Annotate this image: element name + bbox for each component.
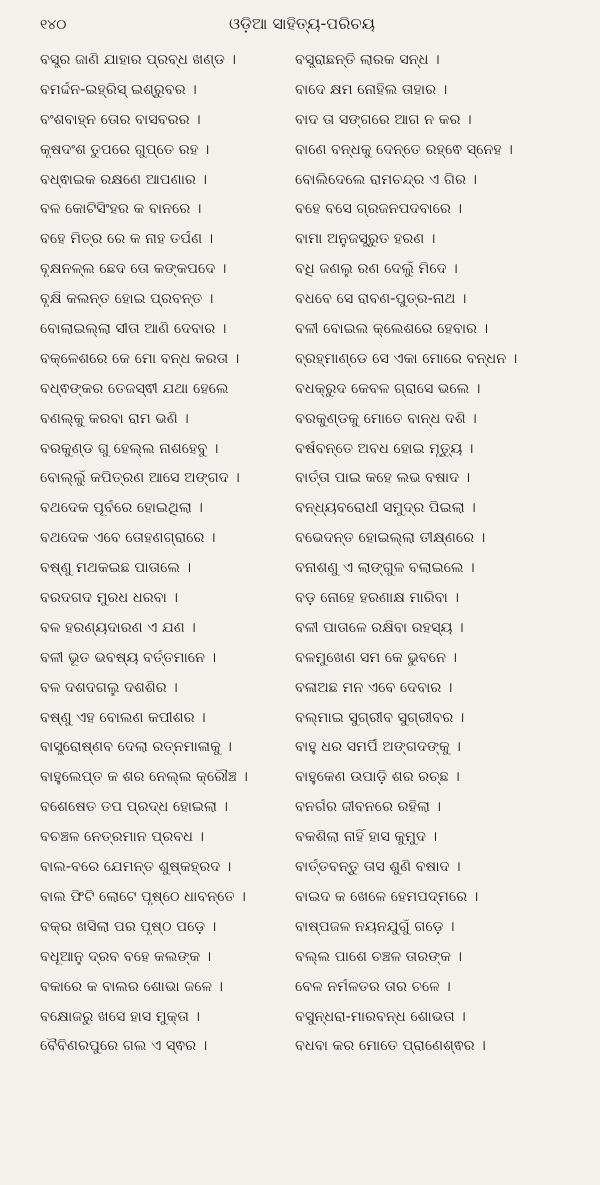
verse-second-half: ବାମା ଅନୁଜସ୍ତ୍ରୁତ ହରଣ ।	[295, 231, 436, 248]
verse-first-half: ବଧ୍ଵଙ୍କର ତେଜସ୍ଵୀ ଯଥା ହେଲେ	[40, 380, 229, 397]
verse-first-half: ବକ୍ଳେଶରେ କେ ମୋ ବନ୍ଧ କରତା ।	[40, 350, 240, 367]
verse-line	[40, 291, 564, 321]
verse-first-half: ବୈବିଣରପୁରେ ଗଲ ଏ ସ୍ଵର ।	[40, 1038, 208, 1055]
verse-line	[40, 351, 564, 381]
verse-first-half: ବାଲ ଫିଟି ଲୋଟେ ପୃଷ୍ଠେ ଧାବନ୍ତେ ।	[40, 888, 246, 905]
verse-first-half: ବଣଲ୍କୁ କରବା ରାମ ଭଣି ।	[40, 410, 189, 427]
verse-second-half: ବରକୁଣ୍ଡକୁ ମୋତେ ବାନ୍ଧ ଦଶି ।	[295, 410, 477, 427]
verse-first-half: ବସ୍ତ୍ର ଜାଣି ଯାହାର ପ୍ରବ୍ଧ ଖଣ୍ଡ ।	[40, 52, 237, 68]
verse-line	[40, 620, 564, 650]
verse-line	[40, 829, 564, 859]
verse-second-half: ବନାଶଣୁ ଏ ଲାଙ୍ଗୁଳ ବଲାଇଲେ ।	[295, 560, 475, 577]
verse-first-half: ବଥଦେକ ପୂର୍ବରେ ହୋଇଥିଲା ।	[40, 500, 203, 517]
verse-line	[40, 261, 564, 291]
verse-line	[40, 52, 564, 82]
verse-first-half: ବଂଶବାହ୍ନ ତୋର ବାସବରର ।	[40, 111, 201, 128]
verse-line	[40, 321, 564, 351]
verse-line	[40, 500, 564, 530]
verse-line	[40, 949, 564, 979]
verse-first-half: ବଧ୍ଵାଇକ ରକ୍ଷଣେ ଆପଣାର ।	[40, 171, 208, 188]
verse-line	[40, 889, 564, 919]
verse-line	[40, 739, 564, 769]
verse-line	[40, 201, 564, 231]
verse-first-half: ବୃକ୍ଷି କଲନ୍ତ ହୋଇ ପ୍ରବନ୍ତ ।	[40, 291, 214, 308]
verse-line	[40, 470, 564, 500]
verse-first-half: ବହେ ମିତ୍ର ରେ କ ନାହ ତର୍ପଣ ।	[40, 231, 214, 248]
verse-second-half: ବାଦେ କ୍ଷମ ନୋହିଲ ତାହାର ।	[295, 81, 448, 98]
verse-second-half: ବାହୁ ଧର ସମର୍ପି ଅଙ୍ଗଦଙ୍କୁ ।	[295, 739, 461, 756]
verse-line	[40, 769, 564, 799]
verse-first-half: ବରକୁଣ୍ଡ ଗୁ ହେଲ୍ଲ ନାଶହେବୁ ।	[40, 440, 219, 457]
verse-second-half: ବଳମୁଖେଣ ସମ କେ ଭୁବନେ ।	[295, 649, 458, 666]
verse-first-half: ବାଲ-ବରେ ଯେମନ୍ତ ଶୁଷ୍କହ୍ରଦ ।	[40, 859, 232, 876]
verse-first-half: ବଷ୍ଣୁ ଏହ ବୋଲଣ କପୀଶର ।	[40, 709, 206, 726]
verse-first-half: ବରଦଗଦ ମୁରଧ ଧରବା ।	[40, 590, 178, 607]
verse-first-half: ବକ୍ର ଖସିଲା ପର ପୃଷ୍ଠ ପଡ଼େ ।	[40, 918, 217, 935]
verse-line	[40, 381, 564, 411]
verse-second-half: ବର୍ଷବନ୍ତେ ଅବଧ ହୋଇ ମୃତ୍ୟୁ ।	[295, 440, 474, 457]
verse-first-half: ବମର୍ଦ୍ଦନ-ଇହ୍ରିସ୍ ଇଶ୍ରୁବର ।	[40, 81, 197, 98]
verse-first-half: ବଧୂଆନୁ ଦ୍ରବ ବହେ କଲଙ୍କ ।	[40, 948, 212, 965]
verse-list	[40, 52, 564, 1068]
verse-second-half: ବନର୍ଗର ଜୀବନରେ ରହିଲା ।	[295, 799, 441, 816]
verse-second-half: ବନ୍ଧ୍ୟବରୋଧୀ ସମୁଦ୍ର ପିଇଲା ।	[295, 500, 476, 517]
verse-second-half: ବାଇଦ କ ଖେଳେ ହେମପଦ୍ମରେ ।	[295, 888, 479, 905]
verse-line	[40, 979, 564, 1009]
verse-second-half: ବଭେଦନ୍ତ ହୋଇଲ୍ଲା ତୀକ୍ଷ୍ଣରେ ।	[295, 530, 486, 547]
verse-line	[40, 82, 564, 112]
verse-second-half: ବଧବେ ସେ ରାବଣ-ପୁତ୍ର-ନାଥ ।	[295, 291, 467, 308]
verse-second-half: ବକଶିଲା ନାହିଁ ହାସ କୁମୁଦ ।	[295, 829, 438, 846]
verse-line	[40, 710, 564, 740]
verse-second-half: ବଲ୍ମାଇ ସୁଗ୍ରୀବ ସୁଗ୍ରୀବର ।	[295, 709, 465, 726]
verse-line	[40, 441, 564, 471]
verse-line	[40, 650, 564, 680]
verse-first-half: ବଳ ହରଣ୍ୟଦାରଣ ଏ ଯଣ ।	[40, 619, 196, 636]
page-number: ୧୪୦	[40, 17, 67, 33]
verse-line	[40, 530, 564, 560]
verse-second-half: ବାଣେ ବନ୍ଧକୁ ଦେନ୍ତେ ରହ୍ଵେ ସ୍ନେହ ।	[295, 141, 513, 158]
verse-second-half: ବସୁନ୍ଧରା-ମାରବନ୍ଧ ଶୋଭତା ।	[295, 1008, 466, 1025]
page-header	[40, 14, 564, 48]
verse-line	[40, 919, 564, 949]
verse-first-half: ବଳୀ ଭୂତ ଭବଷ୍ୟ ବର୍ତ୍ତମାନେ ।	[40, 649, 217, 666]
verse-first-half: ବଳ ଦଶଦଗଲୁ ଦଶଶିର ।	[40, 679, 178, 696]
verse-first-half: ବୃକ୍ଷନଳ୍ଲ ଛେଦ ତୋ କଙ୍କପଦେ ।	[40, 261, 227, 278]
verse-second-half: ବାର୍ତ୍ତା ପାଇ କହେ ଲଭ ବଷାଦ ।	[295, 470, 471, 487]
verse-line	[40, 590, 564, 620]
verse-line	[40, 680, 564, 710]
verse-first-half: ବଶେଷେତ ତପ ପ୍ରଦ୍ଧ ହୋଇଲା ।	[40, 799, 228, 816]
verse-line	[40, 142, 564, 172]
verse-second-half: ବହେ ବସେ ଗ୍ରଜନପଦବାରେ ।	[295, 201, 462, 218]
verse-second-half: ବାହୁକେଣ ଉପାଡ଼ି ଶର ରଚ୍ଛ ।	[295, 769, 460, 786]
verse-first-half: ବକ୍ଷୋଜରୁ ଖସେ ହାସ ମୁକ୍ତା ।	[40, 1008, 201, 1025]
verse-line	[40, 799, 564, 829]
verse-second-half: ବାଦ ତା ସଙ୍ଗରେ ଆଗ ନ କର ।	[295, 111, 472, 128]
verse-first-half: ବୋଲ୍ଲୁଁ କପିତ୍ରଣ ଆସେ ଅଙ୍ଗଦ ।	[40, 470, 240, 487]
verse-line	[40, 560, 564, 590]
verse-second-half: ବଳାଅଛ ମନ ଏବେ ଦେବାର ।	[295, 679, 453, 696]
verse-second-half: ବେଳ ନର୍ମଳତର ତାର ଚଳେ ।	[295, 978, 451, 995]
verse-second-half: ବ୍ରହ୍ମାଣ୍ଡେ ସେ ଏକା ମୋରେ ବନ୍ଧନ ।	[295, 350, 518, 367]
verse-line	[40, 1009, 564, 1039]
verse-line	[40, 411, 564, 441]
verse-first-half: ବାହୁଲେପ୍ତ କ ଶର ନେଲ୍ଲ କ୍ରୌଞ୍ଚ ।	[40, 769, 248, 786]
verse-first-half: ବଥଦେକ ଏବେ ତୋହଣଗ୍ରାରେ ।	[40, 530, 216, 547]
verse-first-half: ବଷ୍ଣୁ ମଥକଇଛ ପାତାଲେ ।	[40, 560, 192, 577]
verse-first-half: କୃଷଦଂଶ ତୁପରେ ଗୁପ୍ତେ ରହ ।	[40, 141, 210, 158]
verse-second-half: ବାଷ୍ପଜଳ ନୟନଯୁଗୁଁ ଗଡ଼େ ।	[295, 918, 455, 935]
verse-second-half: ବଧବା କର ମୋତେ ପ୍ରାଣେଶ୍ଵର ।	[295, 1038, 486, 1055]
verse-line	[40, 172, 564, 202]
verse-second-half: ବୋଲିଦେଲେ ରାମଚନ୍ଦ୍ର ଏ ଗିର ।	[295, 171, 478, 188]
verse-line	[40, 112, 564, 142]
verse-second-half: ବଧକ୍ରୁଦ କେବଳ ଗ୍ରାସେ ଭଲେ ।	[295, 380, 481, 397]
verse-line	[40, 231, 564, 261]
verse-first-half: ବକାରେ କ ବାଲର ଶୋଭା ଜଳେ ।	[40, 978, 224, 995]
verse-second-half: ବଲ୍ଲ ପାଶେ ଚଞ୍ଚଳ ତାରଙ୍କ ।	[295, 948, 463, 965]
verse-first-half: ବୋଲାଇଲ୍ଲା ସୀତା ଆଣି ଦେବାର ।	[40, 321, 227, 338]
verse-line	[40, 859, 564, 889]
verse-second-half: ବଡ଼ ନୋହେ ହରଣାକ୍ଷ ମାରିବା ।	[295, 590, 460, 607]
verse-second-half: ବଳୀ ବୋଇଲ କ୍ଲେଶରେ ହେବାର ।	[295, 321, 489, 338]
verse-first-half: ବାସ୍ତ୍ରୋଷ୍ଣବ ଦେଲା ରତ୍ନମାଳାକୁ ।	[40, 739, 232, 756]
verse-first-half: ବଳ କୋଟିସିଂହର କ ବାନରେ ।	[40, 201, 202, 218]
verse-second-half: ବଳୀ ପାତାଳେ ରକ୍ଷିବା ରହସ୍ୟ ।	[295, 619, 464, 636]
running-title: ଓଡ଼ିଆ ସାହିତ୍ୟ-ପରିଚୟ	[229, 14, 375, 33]
verse-line	[40, 1038, 564, 1068]
verse-first-half: ବଚଞ୍ଚଳ ନେତ୍ରମାନ ପ୍ରବଧ ।	[40, 829, 205, 846]
verse-second-half: ବସ୍ତ୍ରାଛନ୍ତି ଲାରକ ସନ୍ଧ ।	[295, 52, 440, 68]
verse-second-half: ବାର୍ତ୍ତବନ୍ତୁ ତାସ ଶୁଣି ବଷାଦ ।	[295, 859, 461, 876]
verse-second-half: ବଧି ଜଣଲୁ ରଣ ଦେଲୁଁ ମିଦେ ।	[295, 261, 458, 278]
